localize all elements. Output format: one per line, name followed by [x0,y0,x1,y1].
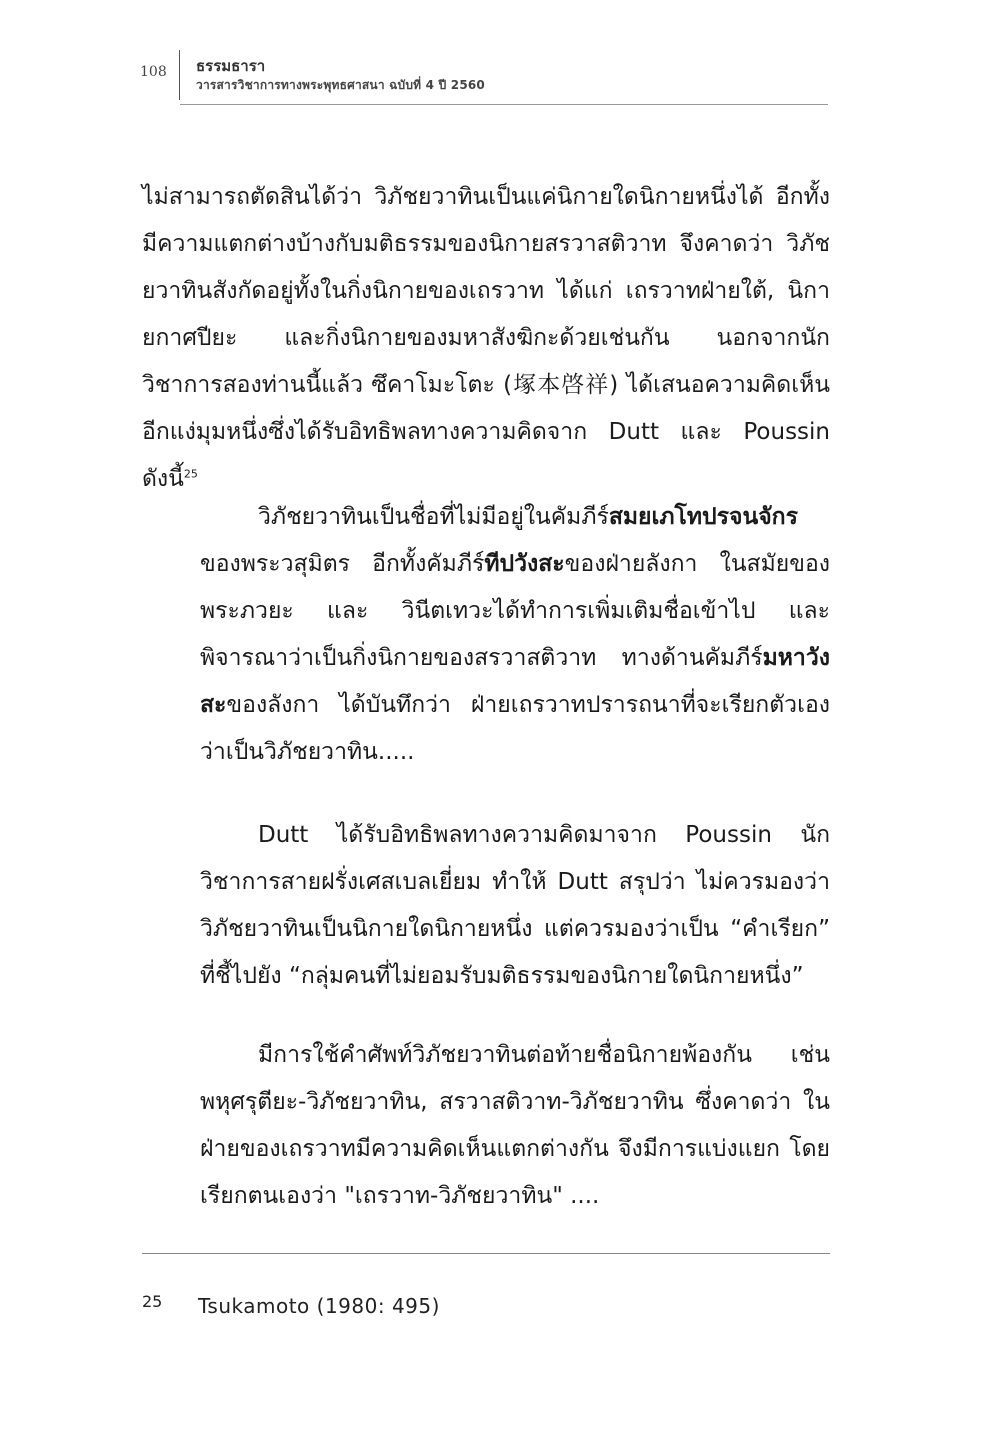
footnote-reference[interactable]: 25 [183,467,198,481]
scripture-title: มหาวังสะ [200,645,830,718]
scripture-title: ทีปวังสะ [484,551,565,577]
scripture-title: สมยเภโทปรจนจักร [608,504,798,530]
header-rule [180,104,828,105]
block-quote-2 [200,812,830,1000]
quote-text: Dutt ได้รับอิทธิพลทางความคิดมาจาก Poussin นักวิชาการสายฝรั่งเศสเบลเยี่ยม ทำให้ Dutt สรุปว่า ไม่ควรมองว่า วิภัชยวาทินเป็นนิกายใดนิกายหนึ่ง แต่ควรมองว่าเป็น “คำเรียก” ที่ชี้ไปยัง “กลุ่มคนที่ไม่ยอมรับมติธรรมของนิกายใดนิกายหนึ่ง” [200,822,830,989]
body-paragraph-1 [142,174,830,503]
page-number: 108 [140,64,167,80]
quote-text: ของพระวสุมิตร อีกทั้งคัมภีร์ [200,551,485,577]
block-quote-3 [200,1032,830,1220]
quote-text: ของลังกา ได้บันทึกว่า ฝ่ายเถรวาทปรารถนาที่จะเรียกตัวเองว่าเป็นวิภัชยวาทิน..... [200,692,830,765]
journal-subtitle: วารสารวิชาการทางพระพุทธศาสนา ฉบับที่ 4 ปี 2560 [196,78,485,92]
quote-text: มีการใช้คำศัพท์วิภัชยวาทินต่อท้ายชื่อนิกายพ้องกัน เช่น พหุศรุตียะ-วิภัชยวาทิน, สรวาสติวาท-วิภัชยวาทิน ซึ่งคาดว่า ในฝ่ายของเถรวาทมีความคิดเห็นแตกต่างกัน จึงมีการแบ่งแยก โดยเรียกตนเองว่า "เถรวาท-วิภัชยวาทิน" .... [200,1042,830,1209]
header-divider [179,50,180,100]
footnote-text: Tsukamoto (1980: 495) [198,1294,440,1318]
paragraph-text: ไม่สามารถตัดสินได้ว่า วิภัชยวาทินเป็นแค่นิกายใดนิกายหนึ่งได้ อีกทั้งมีความแตกต่างบ้างกับมติธรรมของนิกายสรวาสติวาท จึงคาดว่า วิภัชยวาทินสังกัดอยู่ทั้งในกิ่งนิกายของเถรวาท ได้แก่ เถรวาทฝ่ายใต้, นิกายกาศปียะ และกิ่งนิกายของมหาสังฆิกะด้วยเช่นกัน นอกจากนักวิชาการสองท่านนี้แล้ว ซึคาโมะโตะ (塚本啓祥) ได้เสนอความคิดเห็นอีกแง่มุมหนึ่งซึ่งได้รับอิทธิพลทางความคิดจาก Dutt และ Poussin ดังนี้ [142,184,830,492]
quote-text: วิภัชยวาทินเป็นชื่อที่ไม่มีอยู่ในคัมภีร์ [258,504,609,530]
journal-name: ธรรมธารา [196,57,266,75]
running-header [140,50,830,106]
quote-text: ของฝ่ายลังกา ในสมัยของพระภวยะ และ วินีตเทวะได้ทำการเพิ่มเติมชื่อเข้าไป และพิจารณาว่าเป็นกิ่งนิกายของสรวาสติวาท ทางด้านคัมภีร์ [200,551,830,671]
block-quote-1 [200,494,830,776]
footnote-rule [142,1253,830,1254]
footnote-number: 25 [142,1292,163,1311]
